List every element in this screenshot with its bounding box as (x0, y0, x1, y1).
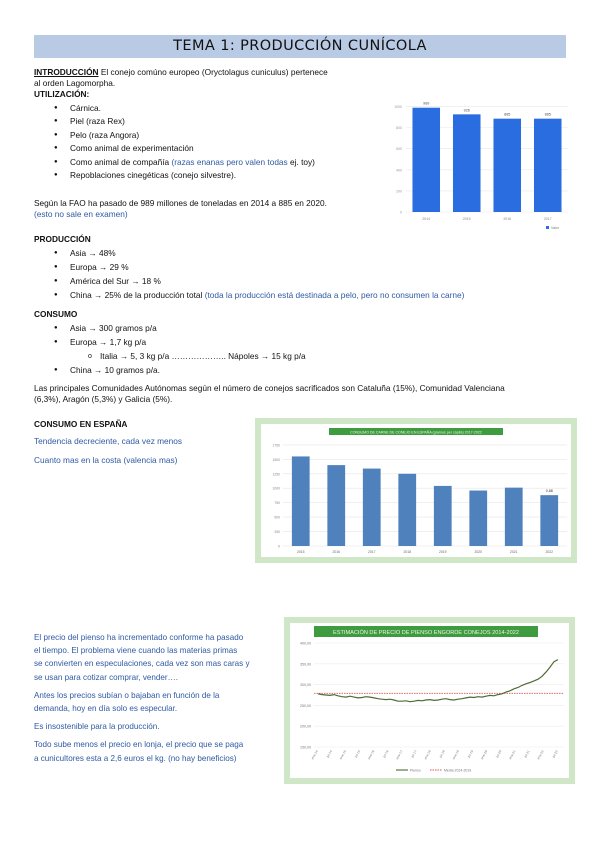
list-item: o Italia → 5, 3 kg p/a ……………….. Nápoles → 15 kg p/a (34, 351, 574, 362)
pienso-block (34, 631, 279, 765)
pienso-p4-l2: a cunicultores esta a 2,6 euros el kg. (no hay beneficios) (34, 753, 237, 763)
x-tick-label: jul-19 (466, 749, 475, 759)
bar (469, 491, 487, 546)
y-tick-label: 1250 (272, 472, 280, 477)
list-item: ● Como animal de experimentación (34, 143, 374, 154)
x-tick-label: 2021 (509, 550, 518, 554)
companion-tail: ej. toy) (287, 156, 315, 167)
fao-text: Según la FAO ha pasado de 989 millones de toneladas en 2014 a 885 en 2020. (34, 198, 327, 208)
list-item: ● Europa → 1,7 kg p/a (34, 337, 574, 348)
x-tick-label: jul-21 (523, 749, 531, 759)
x-tick-label: jul-22 (551, 749, 559, 759)
fao-production-chart-svg (376, 76, 576, 236)
ccaa-line-2: (6,3%), Aragón (5,3%) y Galicia (5%). (34, 394, 173, 405)
intro-text-1: El conejo comúno europeo (Oryctolagus cuniculus) pertenece (98, 67, 328, 77)
x-tick-label: jul-15 (353, 749, 362, 759)
x-tick-label: 2014 (422, 217, 431, 221)
spain-consumption-chart (255, 418, 577, 563)
pienso-p4-l1: Todo sube menos el precio en lonja, el precio que se paga (34, 740, 244, 750)
consumo-list (34, 323, 574, 376)
ccaa-block (34, 383, 574, 405)
legend-label: Valor (551, 226, 559, 230)
x-tick-label: ene-18 (423, 749, 432, 761)
list-item: ● Piel (raza Rex) (34, 116, 374, 127)
page-title: TEMA 1: PRODUCCIÓN CUNÍCOLA (173, 38, 427, 54)
fao-note: (esto no sale en examen) (34, 209, 128, 220)
x-tick-label: ene-20 (479, 749, 489, 761)
x-tick-label: jul-17 (410, 749, 418, 759)
pienso-p1-l3: se convierten en especulaciones, cada vez son mas caras y (34, 659, 250, 669)
bar (453, 114, 481, 212)
ccaa-line-1: Las principales Comunidades Autónomas según el número de conejos sacrificados son Cataluña (15%), Comunidad Valenciana (34, 383, 505, 393)
produccion-header: PRODUCCIÓN (34, 234, 91, 244)
feed-price-chart (284, 617, 575, 784)
china-production-note: (toda la producción está destinada a pelo, pero no consumen la carne) (204, 289, 465, 300)
companion-note: (razas enanas pero valen todas (171, 156, 288, 167)
list-item: ● Asia → 48% (34, 248, 574, 259)
bar (493, 119, 521, 212)
y-tick-label: 1500 (272, 457, 280, 462)
legend-label: Media 2014-2019 (444, 768, 472, 773)
companion-label: Como animal de compañía (70, 156, 172, 167)
bar (505, 488, 523, 546)
consumo-espana-header: CONSUMO EN ESPAÑA (34, 419, 128, 429)
x-tick-label: 2020 (474, 550, 483, 554)
intro-text-2: al orden Lagomorpha. (34, 78, 116, 89)
legend-label: Pienso (410, 768, 421, 773)
x-tick-label: ene-21 (508, 749, 517, 761)
produccion-list (34, 248, 574, 301)
legend-swatch (546, 226, 549, 229)
y-tick-label: 1000 (394, 105, 402, 110)
bar (534, 119, 562, 212)
x-tick-label: 2015 (462, 217, 471, 221)
list-item (34, 157, 374, 168)
consumo-block (34, 309, 574, 376)
list-item: ● Europa → 29 % (34, 262, 574, 273)
chart-title: ESTIMACIÓN DE PRECIO DE PIENSO ENGORDE CONEJOS 2014-2022 (333, 630, 519, 636)
y-tick-label: 1750 (272, 443, 280, 448)
pienso-p1-l4: se usan para cotizar comprar, vender…. (34, 672, 178, 682)
x-tick-label: 2022 (545, 550, 554, 554)
y-tick-label: 1000 (272, 486, 280, 491)
utilizacion-list (34, 103, 374, 182)
x-tick-label: jul-18 (438, 749, 446, 759)
y-tick-label: 800 (396, 126, 402, 131)
bar (412, 108, 440, 212)
bar (540, 495, 558, 546)
list-item: ● América del Sur → 18 % (34, 276, 574, 287)
consumo-espana-line-1: Tendencia decreciente, cada vez menos (34, 436, 183, 447)
y-tick-label: 750 (274, 501, 280, 506)
x-tick-label: 2015 (296, 550, 305, 554)
intro-label: INTRODUCCIÓN (34, 67, 99, 77)
bar (398, 474, 416, 546)
x-tick-label: jul-16 (382, 749, 390, 759)
y-tick-label: 400,00 (300, 641, 311, 646)
list-item: ● Repoblaciones cinegéticas (conejo silvestre). (34, 170, 374, 181)
x-tick-label: 2019 (438, 550, 447, 554)
pienso-p2-l1: Antes los precios subían o bajaban en función de la (34, 690, 220, 700)
x-tick-label: ene-19 (451, 749, 461, 761)
data-label: 885 (544, 112, 551, 117)
utilizacion-header: UTILIZACIÓN: (34, 89, 90, 100)
consumo-espana-line-2: Cuanto mas en la costa (valencia mas) (34, 455, 178, 466)
list-item: ● China → 10 gramos p/a. (34, 365, 574, 376)
x-tick-label: ene-16 (366, 749, 376, 761)
list-item: ● Asia → 300 gramos p/a (34, 323, 574, 334)
data-label: 885 (504, 112, 511, 117)
list-item (34, 290, 574, 301)
y-tick-label: 200,00 (300, 724, 311, 729)
x-tick-label: 2017 (367, 550, 376, 554)
x-tick-label: ene-22 (536, 749, 545, 761)
produccion-block (34, 234, 574, 301)
data-label: 989 (423, 101, 430, 106)
list-item: ● Cárnica. (34, 103, 374, 114)
spain-consumption-chart-svg (255, 418, 577, 563)
bar (434, 486, 452, 546)
x-tick-label: 2017 (543, 217, 552, 221)
consumo-header: CONSUMO (34, 309, 78, 319)
pienso-p3: Es insostenible para la producción. (34, 722, 160, 732)
bar (363, 469, 381, 546)
feed-price-chart-svg (284, 617, 575, 784)
y-tick-label: 300,00 (300, 683, 311, 688)
china-production: China → 25% de la producción total (70, 289, 205, 300)
data-label: 0,88 (545, 489, 553, 494)
x-tick-label: jul-14 (325, 749, 333, 759)
chart-title: CONSUMO DE CARNE DE CONEJO EN ESPAÑA (gramos per cápita) 2017-2022 (350, 430, 482, 435)
y-tick-label: 0 (278, 544, 280, 549)
x-tick-label: jul-20 (495, 749, 503, 759)
consumo-espana-block (34, 419, 254, 467)
intro-block (34, 67, 374, 182)
y-tick-label: 600 (396, 147, 402, 152)
y-tick-label: 0 (400, 210, 402, 215)
pienso-p1-l1: El precio del pienso ha incrementado conforme ha pasado (34, 633, 244, 642)
y-tick-label: 150,00 (300, 745, 311, 750)
bar (327, 465, 345, 546)
x-tick-label: ene-15 (338, 749, 348, 761)
y-tick-label: 250 (274, 530, 280, 535)
pienso-p1-l2: el tiempo. El problema viene cuando las materias primas (34, 646, 238, 656)
fao-production-chart (376, 76, 576, 236)
y-tick-label: 200 (396, 189, 402, 194)
y-tick-label: 500 (274, 515, 280, 520)
list-item: ● Pelo (raza Angora) (34, 130, 374, 141)
x-tick-label: 2016 (332, 550, 341, 554)
y-tick-label: 350,00 (300, 662, 311, 667)
y-tick-label: 250,00 (300, 703, 311, 708)
fao-block (34, 198, 374, 220)
y-tick-label: 400 (396, 168, 402, 173)
bar (292, 456, 310, 546)
x-tick-label: 2016 (503, 217, 512, 221)
x-tick-label: ene-17 (395, 749, 404, 761)
x-tick-label: 2018 (403, 550, 412, 554)
pienso-p2-l2: demanda, hoy en día solo es especular. (34, 704, 178, 714)
data-label: 926 (463, 108, 470, 113)
x-tick-label: ene-14 (310, 749, 319, 761)
